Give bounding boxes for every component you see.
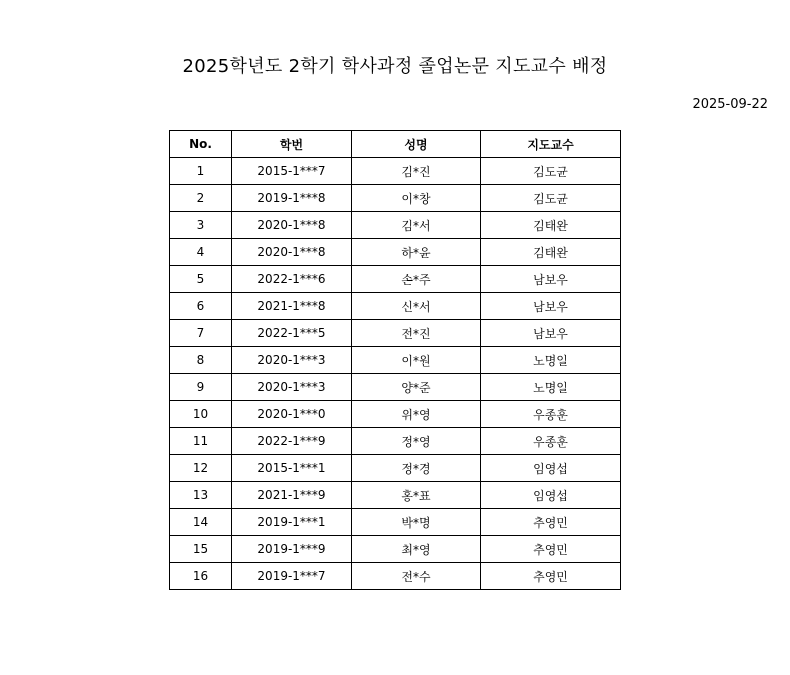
cell-student-id: 2019-1***7 xyxy=(232,563,352,590)
cell-advisor: 추영민 xyxy=(481,563,621,590)
page-title: 2025학년도 2학기 학사과정 졸업논문 지도교수 배정 xyxy=(182,56,608,77)
cell-no: 11 xyxy=(170,428,232,455)
cell-advisor: 김도균 xyxy=(481,185,621,212)
cell-advisor: 임영섭 xyxy=(481,455,621,482)
cell-student-id: 2020-1***8 xyxy=(232,212,352,239)
cell-name: 정*경 xyxy=(352,455,481,482)
header-no: No. xyxy=(170,131,232,158)
cell-student-id: 2019-1***1 xyxy=(232,509,352,536)
cell-no: 5 xyxy=(170,266,232,293)
cell-no: 16 xyxy=(170,563,232,590)
table-row xyxy=(170,374,621,401)
advisor-assignment-table xyxy=(169,130,621,590)
cell-name: 양*준 xyxy=(352,374,481,401)
cell-student-id: 2019-1***9 xyxy=(232,536,352,563)
cell-student-id: 2022-1***5 xyxy=(232,320,352,347)
table-row xyxy=(170,266,621,293)
cell-name: 김*진 xyxy=(352,158,481,185)
table-row xyxy=(170,401,621,428)
header-student-id: 학번 xyxy=(232,131,352,158)
cell-name: 김*서 xyxy=(352,212,481,239)
cell-student-id: 2020-1***0 xyxy=(232,401,352,428)
cell-student-id: 2020-1***3 xyxy=(232,374,352,401)
header-advisor: 지도교수 xyxy=(481,131,621,158)
cell-name: 신*서 xyxy=(352,293,481,320)
cell-advisor: 김태완 xyxy=(481,212,621,239)
cell-no: 1 xyxy=(170,158,232,185)
table-row xyxy=(170,347,621,374)
cell-advisor: 우종훈 xyxy=(481,428,621,455)
cell-no: 3 xyxy=(170,212,232,239)
cell-student-id: 2015-1***7 xyxy=(232,158,352,185)
cell-no: 15 xyxy=(170,536,232,563)
cell-no: 2 xyxy=(170,185,232,212)
table-row xyxy=(170,509,621,536)
cell-advisor: 우종훈 xyxy=(481,401,621,428)
cell-student-id: 2020-1***8 xyxy=(232,239,352,266)
cell-name: 전*수 xyxy=(352,563,481,590)
cell-advisor: 임영섭 xyxy=(481,482,621,509)
cell-no: 13 xyxy=(170,482,232,509)
table-row xyxy=(170,455,621,482)
cell-no: 14 xyxy=(170,509,232,536)
cell-no: 10 xyxy=(170,401,232,428)
cell-no: 6 xyxy=(170,293,232,320)
table-row xyxy=(170,428,621,455)
table-row xyxy=(170,293,621,320)
cell-no: 4 xyxy=(170,239,232,266)
cell-name: 최*영 xyxy=(352,536,481,563)
table-row xyxy=(170,212,621,239)
cell-no: 9 xyxy=(170,374,232,401)
cell-student-id: 2022-1***9 xyxy=(232,428,352,455)
cell-name: 이*창 xyxy=(352,185,481,212)
cell-student-id: 2022-1***6 xyxy=(232,266,352,293)
cell-advisor: 추영민 xyxy=(481,509,621,536)
cell-advisor: 남보우 xyxy=(481,293,621,320)
cell-student-id: 2015-1***1 xyxy=(232,455,352,482)
table-row xyxy=(170,536,621,563)
cell-no: 8 xyxy=(170,347,232,374)
cell-no: 7 xyxy=(170,320,232,347)
cell-advisor: 남보우 xyxy=(481,266,621,293)
cell-advisor: 추영민 xyxy=(481,536,621,563)
table-row xyxy=(170,239,621,266)
table-row xyxy=(170,482,621,509)
cell-name: 홍*표 xyxy=(352,482,481,509)
cell-advisor: 김도균 xyxy=(481,158,621,185)
cell-name: 위*영 xyxy=(352,401,481,428)
document-date: 2025-09-22 xyxy=(692,97,768,112)
cell-name: 박*명 xyxy=(352,509,481,536)
cell-name: 손*주 xyxy=(352,266,481,293)
cell-name: 하*윤 xyxy=(352,239,481,266)
cell-advisor: 노명일 xyxy=(481,374,621,401)
table-row xyxy=(170,185,621,212)
cell-name: 전*진 xyxy=(352,320,481,347)
cell-advisor: 노명일 xyxy=(481,347,621,374)
cell-advisor: 김태완 xyxy=(481,239,621,266)
table-row xyxy=(170,158,621,185)
cell-student-id: 2019-1***8 xyxy=(232,185,352,212)
cell-name: 이*원 xyxy=(352,347,481,374)
cell-student-id: 2020-1***3 xyxy=(232,347,352,374)
cell-name: 정*영 xyxy=(352,428,481,455)
cell-student-id: 2021-1***8 xyxy=(232,293,352,320)
cell-student-id: 2021-1***9 xyxy=(232,482,352,509)
cell-advisor: 남보우 xyxy=(481,320,621,347)
table-row xyxy=(170,563,621,590)
header-name: 성명 xyxy=(352,131,481,158)
cell-no: 12 xyxy=(170,455,232,482)
table-header-row xyxy=(170,131,621,158)
table-row xyxy=(170,320,621,347)
